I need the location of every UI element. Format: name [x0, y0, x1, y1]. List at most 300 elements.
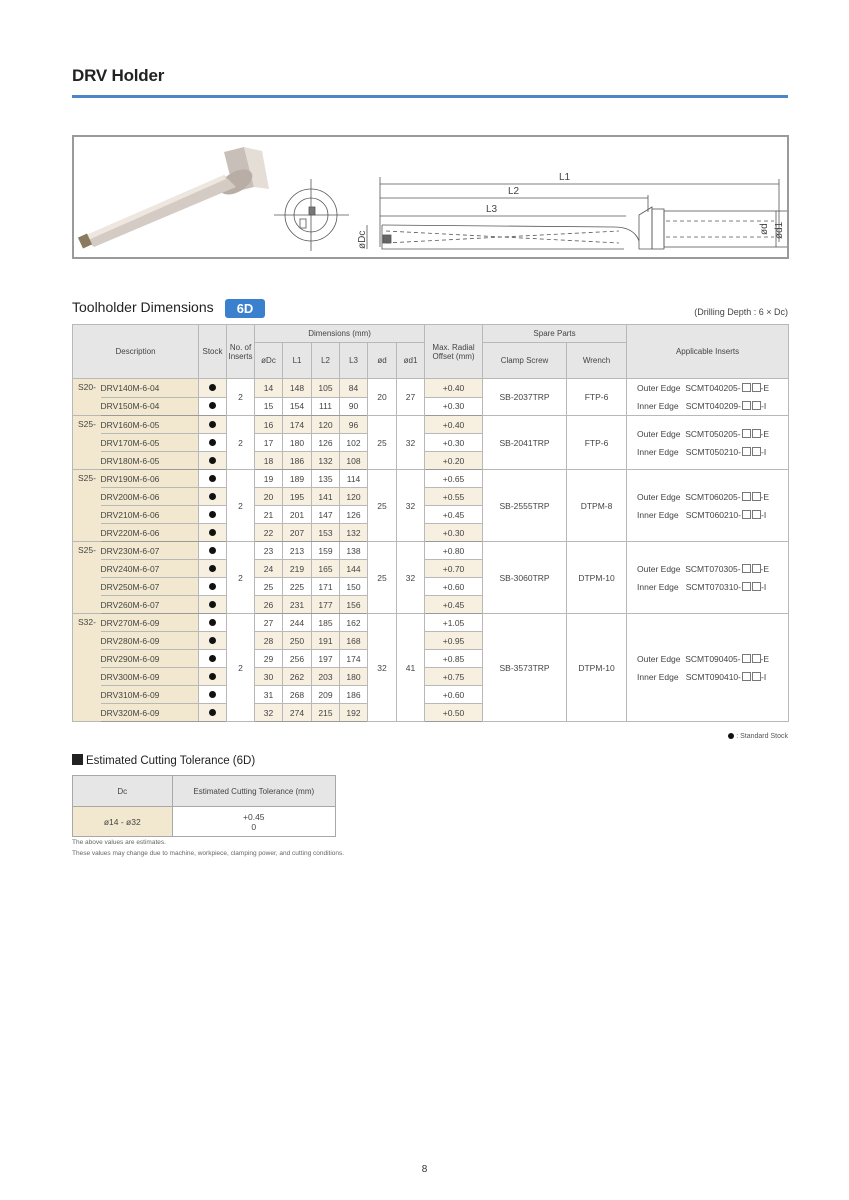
dc-value: 23 [255, 542, 283, 560]
outer-edge-label: Outer Edge [637, 428, 681, 439]
inner-edge-suffix: -I [761, 581, 767, 592]
placeholder-box-icon [742, 582, 751, 591]
l1-value: 262 [283, 668, 312, 686]
placeholder-box-icon [752, 383, 761, 392]
tolerance-header-dc: Dc [73, 776, 173, 807]
tool-photo [78, 147, 269, 249]
table-row [73, 470, 789, 488]
dc-value: 21 [255, 506, 283, 524]
inner-edge-code: SCMT090410- [685, 671, 741, 682]
l3-value: 180 [340, 668, 368, 686]
tolerance-title [72, 754, 255, 767]
offset-value: +0.50 [425, 704, 483, 722]
stock-cell [199, 397, 227, 416]
l1-value: 256 [283, 650, 312, 668]
tolerance-table [72, 775, 336, 837]
header-applicable-inserts: Applicable Inserts [627, 325, 789, 379]
l2-value: 111 [312, 397, 340, 416]
offset-value: +0.95 [425, 632, 483, 650]
stock-dot-icon [209, 673, 216, 680]
stock-dot-icon [209, 565, 216, 572]
placeholder-box-icon [742, 672, 751, 681]
stock-dot-icon [209, 619, 216, 626]
l1-value: 201 [283, 506, 312, 524]
offset-value: +0.55 [425, 488, 483, 506]
placeholder-box-icon [752, 401, 761, 410]
inner-edge-suffix: -I [761, 401, 767, 411]
stock-dot-icon [209, 547, 216, 554]
tolerance-title-text: Estimated Cutting Tolerance (6D) [86, 755, 256, 767]
stock-cell [199, 506, 227, 524]
l1-value: 274 [283, 704, 312, 722]
inner-edge-suffix: -I [761, 671, 767, 682]
inserts-count: 2 [227, 542, 255, 614]
offset-value: +0.40 [425, 379, 483, 398]
header-offset: Max. Radial Offset (mm) [425, 325, 483, 379]
l3-value: 102 [340, 434, 368, 452]
inner-edge-label: Inner Edge [637, 509, 679, 520]
model-code: DRV150M-6-04 [101, 397, 199, 416]
l2-value: 177 [312, 596, 340, 614]
l1-value: 268 [283, 686, 312, 704]
l2-value: 209 [312, 686, 340, 704]
l1-value: 244 [283, 614, 312, 632]
header-clamp-screw: Clamp Screw [483, 343, 567, 379]
offset-value: +0.60 [425, 686, 483, 704]
end-view-drawing [274, 179, 349, 251]
l2-value: 141 [312, 488, 340, 506]
inner-edge-insert [637, 443, 788, 461]
outer-edge-insert [637, 379, 788, 397]
stock-cell [199, 452, 227, 470]
applicable-inserts [627, 470, 789, 542]
inner-edge-insert [637, 668, 788, 686]
offset-value: +0.65 [425, 470, 483, 488]
inner-edge-code: SCMT040209- [685, 401, 741, 411]
tolerance-lower: 0 [251, 821, 257, 832]
l1-value: 207 [283, 524, 312, 542]
l3-value: 84 [340, 379, 368, 398]
l3-value: 144 [340, 560, 368, 578]
stock-cell [199, 434, 227, 452]
dc-value: 14 [255, 379, 283, 398]
table-row [73, 614, 789, 632]
l2-value: 159 [312, 542, 340, 560]
tolerance-value [172, 807, 335, 837]
series-code: S32- [73, 614, 101, 722]
label-d1: ød1 [774, 221, 785, 239]
stock-cell [199, 416, 227, 434]
outer-edge-suffix: -E [760, 563, 770, 574]
l2-value: 132 [312, 452, 340, 470]
placeholder-box-icon [752, 447, 761, 456]
d1-value: 32 [397, 416, 425, 470]
dc-value: 31 [255, 686, 283, 704]
outer-edge-suffix: -E [760, 491, 770, 502]
legend-text: : Standard Stock [736, 733, 788, 740]
model-code: DRV310M-6-09 [101, 686, 199, 704]
model-code: DRV170M-6-05 [101, 434, 199, 452]
inner-edge-label: Inner Edge [637, 581, 679, 592]
offset-value: +0.30 [425, 397, 483, 416]
offset-value: +0.60 [425, 578, 483, 596]
inner-edge-suffix: -I [761, 446, 767, 457]
inner-edge-code: SCMT060210- [685, 509, 741, 520]
l2-value: 153 [312, 524, 340, 542]
series-code: S20- [73, 379, 101, 416]
dc-value: 27 [255, 614, 283, 632]
table-row [73, 542, 789, 560]
dc-value: 32 [255, 704, 283, 722]
stock-dot-icon [209, 439, 216, 446]
stock-cell [199, 578, 227, 596]
l3-value: 108 [340, 452, 368, 470]
l2-value: 120 [312, 416, 340, 434]
stock-cell [199, 668, 227, 686]
applicable-inserts [627, 614, 789, 722]
model-code: DRV270M-6-09 [101, 614, 199, 632]
label-dc: øDc [357, 230, 368, 249]
model-code: DRV180M-6-05 [101, 452, 199, 470]
l2-value: 126 [312, 434, 340, 452]
inserts-count: 2 [227, 379, 255, 416]
stock-dot-icon [209, 511, 216, 518]
series-code: S25- [73, 470, 101, 542]
model-code: DRV210M-6-06 [101, 506, 199, 524]
outer-edge-suffix: -E [760, 428, 770, 439]
tool-drawing [74, 137, 787, 257]
l3-value: 138 [340, 542, 368, 560]
section-title: Toolholder Dimensions [72, 299, 214, 315]
l2-value: 197 [312, 650, 340, 668]
l1-value: 189 [283, 470, 312, 488]
l2-value: 185 [312, 614, 340, 632]
l2-value: 165 [312, 560, 340, 578]
wrench: DTPM-8 [567, 470, 627, 542]
offset-value: +0.45 [425, 596, 483, 614]
l1-value: 186 [283, 452, 312, 470]
label-l1: L1 [559, 172, 571, 183]
drilling-depth-note: (Drilling Depth : 6 × Dc) [694, 307, 788, 317]
model-code: DRV140M-6-04 [101, 379, 199, 398]
d-value: 20 [368, 379, 397, 416]
outer-edge-insert [637, 425, 788, 443]
dc-value: 28 [255, 632, 283, 650]
placeholder-box-icon [752, 654, 761, 663]
l2-value: 171 [312, 578, 340, 596]
clamp-screw: SB-2037TRP [483, 379, 567, 416]
page-title: DRV Holder [72, 66, 165, 85]
stock-dot-icon [209, 384, 216, 391]
inner-edge-code: SCMT050210- [685, 446, 741, 457]
l2-value: 191 [312, 632, 340, 650]
stock-cell [199, 704, 227, 722]
stock-dot-icon [209, 421, 216, 428]
model-code: DRV240M-6-07 [101, 560, 199, 578]
placeholder-box-icon [742, 401, 751, 410]
inner-edge-insert [637, 506, 788, 524]
model-code: DRV190M-6-06 [101, 470, 199, 488]
l1-value: 231 [283, 596, 312, 614]
offset-value: +0.70 [425, 560, 483, 578]
side-view-drawing [367, 177, 787, 249]
model-code: DRV230M-6-07 [101, 542, 199, 560]
d-value: 32 [368, 614, 397, 722]
dc-value: 17 [255, 434, 283, 452]
stock-cell [199, 470, 227, 488]
placeholder-box-icon [752, 564, 761, 573]
placeholder-box-icon [742, 447, 751, 456]
placeholder-box-icon [742, 429, 751, 438]
stock-cell [199, 379, 227, 398]
dc-value: 18 [255, 452, 283, 470]
offset-value: +0.30 [425, 524, 483, 542]
dc-value: 29 [255, 650, 283, 668]
placeholder-box-icon [742, 383, 751, 392]
offset-value: +0.40 [425, 416, 483, 434]
placeholder-box-icon [752, 510, 761, 519]
outer-edge-suffix: -E [760, 383, 770, 393]
stock-dot-icon [728, 733, 734, 739]
l1-value: 219 [283, 560, 312, 578]
outer-edge-label: Outer Edge [637, 563, 681, 574]
stock-cell [199, 650, 227, 668]
header-stock: Stock [199, 325, 227, 379]
stock-cell [199, 560, 227, 578]
outer-edge-code: SCMT040205- [685, 383, 741, 393]
l3-value: 90 [340, 397, 368, 416]
clamp-screw: SB-3060TRP [483, 542, 567, 614]
wrench: DTPM-10 [567, 542, 627, 614]
wrench: DTPM-10 [567, 614, 627, 722]
l2-value: 147 [312, 506, 340, 524]
square-bullet-icon [72, 754, 83, 765]
l1-value: 180 [283, 434, 312, 452]
applicable-inserts [627, 416, 789, 470]
dc-value: 15 [255, 397, 283, 416]
outer-edge-label: Outer Edge [637, 491, 681, 502]
toolholder-dimensions-table [72, 324, 789, 722]
footnote-1: The above values are estimates. [72, 839, 166, 846]
stock-dot-icon [209, 493, 216, 500]
header-l1: L1 [283, 343, 312, 379]
d1-value: 27 [397, 379, 425, 416]
dc-value: 20 [255, 488, 283, 506]
l3-value: 186 [340, 686, 368, 704]
inner-edge-code: SCMT070310- [685, 581, 741, 592]
placeholder-box-icon [742, 654, 751, 663]
inserts-count: 2 [227, 470, 255, 542]
l2-value: 215 [312, 704, 340, 722]
d-value: 25 [368, 542, 397, 614]
header-description: Description [73, 325, 199, 379]
l3-value: 192 [340, 704, 368, 722]
model-code: DRV220M-6-06 [101, 524, 199, 542]
stock-cell [199, 542, 227, 560]
outer-edge-insert [637, 650, 788, 668]
stock-dot-icon [209, 655, 216, 662]
l3-value: 132 [340, 524, 368, 542]
series-code: S25- [73, 542, 101, 614]
model-code: DRV200M-6-06 [101, 488, 199, 506]
stock-cell [199, 632, 227, 650]
model-code: DRV160M-6-05 [101, 416, 199, 434]
l3-value: 168 [340, 632, 368, 650]
applicable-inserts [627, 542, 789, 614]
outer-edge-code: SCMT070305- [685, 563, 741, 574]
inner-edge-suffix: -I [761, 509, 767, 520]
outer-edge-label: Outer Edge [637, 383, 681, 393]
l3-value: 126 [340, 506, 368, 524]
header-d: ød [368, 343, 397, 379]
placeholder-box-icon [742, 492, 751, 501]
tolerance-dc-range: ø14 - ø32 [73, 807, 173, 837]
inner-edge-insert [637, 397, 788, 415]
l3-value: 114 [340, 470, 368, 488]
header-l2: L2 [312, 343, 340, 379]
inner-edge-label: Inner Edge [637, 446, 679, 457]
clamp-screw: SB-2555TRP [483, 470, 567, 542]
header-d1: ød1 [397, 343, 425, 379]
inner-edge-label: Inner Edge [637, 671, 679, 682]
l1-value: 213 [283, 542, 312, 560]
offset-value: +1.05 [425, 614, 483, 632]
model-code: DRV250M-6-07 [101, 578, 199, 596]
inserts-count: 2 [227, 416, 255, 470]
d-value: 25 [368, 470, 397, 542]
offset-value: +0.20 [425, 452, 483, 470]
outer-edge-insert [637, 488, 788, 506]
placeholder-box-icon [752, 672, 761, 681]
model-code: DRV320M-6-09 [101, 704, 199, 722]
d1-value: 32 [397, 470, 425, 542]
l3-value: 150 [340, 578, 368, 596]
tolerance-upper: +0.45 [243, 811, 265, 822]
l3-value: 174 [340, 650, 368, 668]
l2-value: 105 [312, 379, 340, 398]
outer-edge-label: Outer Edge [637, 653, 681, 664]
dc-value: 22 [255, 524, 283, 542]
stock-dot-icon [209, 709, 216, 716]
stock-cell [199, 596, 227, 614]
dc-value: 30 [255, 668, 283, 686]
offset-value: +0.80 [425, 542, 483, 560]
stock-cell [199, 686, 227, 704]
l3-value: 156 [340, 596, 368, 614]
footnote-2: These values may change due to machine, workpiece, clamping power, and cutting conditions. [72, 850, 345, 857]
l1-value: 174 [283, 416, 312, 434]
header-dimensions: Dimensions (mm) [255, 325, 425, 343]
table-body [73, 379, 789, 722]
inner-edge-label: Inner Edge [637, 401, 679, 411]
model-code: DRV260M-6-07 [101, 596, 199, 614]
l1-value: 148 [283, 379, 312, 398]
depth-badge: 6D [225, 299, 265, 318]
stock-dot-icon [209, 475, 216, 482]
header-inserts: No. of Inserts [227, 325, 255, 379]
applicable-inserts [627, 379, 789, 416]
stock-dot-icon [209, 457, 216, 464]
stock-dot-icon [209, 529, 216, 536]
stock-dot-icon [209, 637, 216, 644]
label-d: ød [759, 223, 770, 235]
page-number: 8 [421, 1164, 428, 1175]
dc-value: 16 [255, 416, 283, 434]
table-row [73, 416, 789, 434]
l1-value: 250 [283, 632, 312, 650]
dc-value: 26 [255, 596, 283, 614]
wrench: FTP-6 [567, 379, 627, 416]
placeholder-box-icon [752, 582, 761, 591]
outer-edge-suffix: -E [760, 653, 770, 664]
offset-value: +0.85 [425, 650, 483, 668]
l1-value: 225 [283, 578, 312, 596]
outer-edge-code: SCMT090405- [685, 653, 741, 664]
stock-dot-icon [209, 691, 216, 698]
offset-value: +0.45 [425, 506, 483, 524]
stock-legend [728, 733, 788, 740]
placeholder-box-icon [742, 510, 751, 519]
dc-value: 24 [255, 560, 283, 578]
tool-figure [72, 135, 789, 259]
wrench: FTP-6 [567, 416, 627, 470]
l2-value: 203 [312, 668, 340, 686]
d1-value: 41 [397, 614, 425, 722]
model-code: DRV280M-6-09 [101, 632, 199, 650]
offset-value: +0.75 [425, 668, 483, 686]
stock-cell [199, 524, 227, 542]
offset-value: +0.30 [425, 434, 483, 452]
placeholder-box-icon [742, 564, 751, 573]
model-code: DRV290M-6-09 [101, 650, 199, 668]
title-rule [72, 95, 788, 98]
placeholder-box-icon [752, 429, 761, 438]
l1-value: 195 [283, 488, 312, 506]
l2-value: 135 [312, 470, 340, 488]
label-l3: L3 [486, 204, 498, 215]
label-l2: L2 [508, 186, 520, 197]
outer-edge-insert [637, 560, 788, 578]
header-spare-parts: Spare Parts [483, 325, 627, 343]
inner-edge-insert [637, 578, 788, 596]
series-code: S25- [73, 416, 101, 470]
inserts-count: 2 [227, 614, 255, 722]
header-l3: L3 [340, 343, 368, 379]
outer-edge-code: SCMT060205- [685, 491, 741, 502]
stock-dot-icon [209, 601, 216, 608]
placeholder-box-icon [752, 492, 761, 501]
d1-value: 32 [397, 542, 425, 614]
l1-value: 154 [283, 397, 312, 416]
stock-cell [199, 614, 227, 632]
clamp-screw: SB-3573TRP [483, 614, 567, 722]
dc-value: 19 [255, 470, 283, 488]
stock-dot-icon [209, 402, 216, 409]
l3-value: 162 [340, 614, 368, 632]
model-code: DRV300M-6-09 [101, 668, 199, 686]
dc-value: 25 [255, 578, 283, 596]
tolerance-header-tol: Estimated Cutting Tolerance (mm) [172, 776, 335, 807]
outer-edge-code: SCMT050205- [685, 428, 741, 439]
table-row [73, 379, 789, 398]
header-wrench: Wrench [567, 343, 627, 379]
stock-dot-icon [209, 583, 216, 590]
d-value: 25 [368, 416, 397, 470]
l3-value: 96 [340, 416, 368, 434]
stock-cell [199, 488, 227, 506]
header-dc: øDc [255, 343, 283, 379]
l3-value: 120 [340, 488, 368, 506]
